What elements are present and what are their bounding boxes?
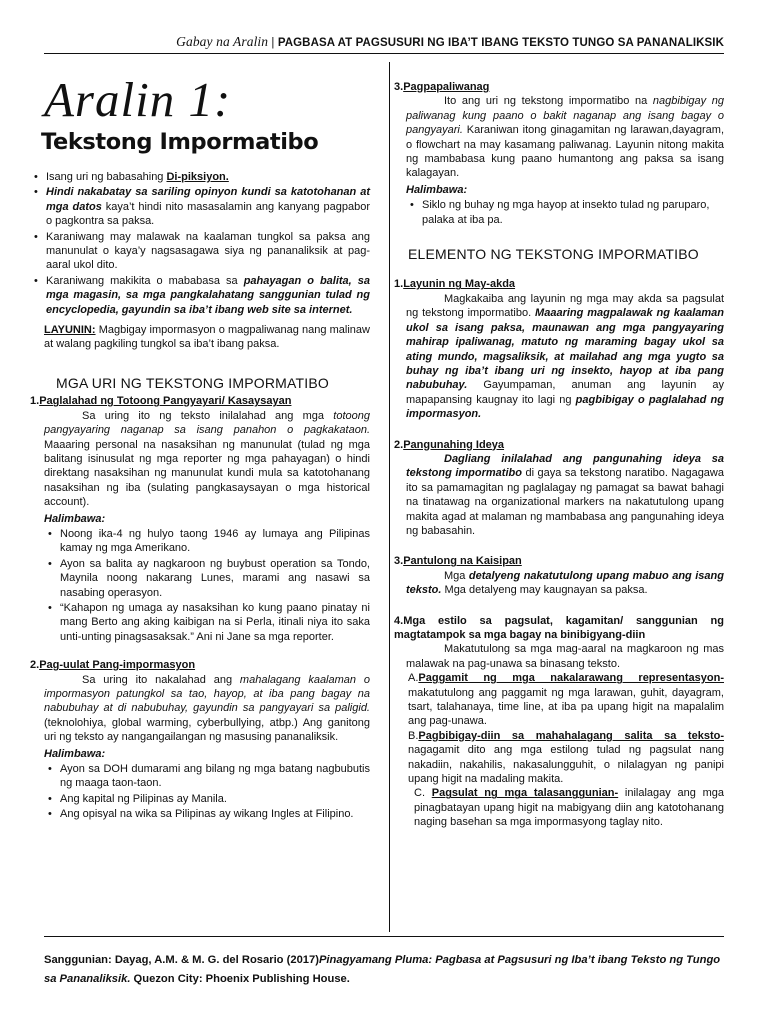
citation-publisher: Quezon City: Phoenix Publishing House. bbox=[130, 973, 350, 985]
sub-label: A. bbox=[408, 672, 419, 685]
elemento-3-title: Pantulong na Kaisipan bbox=[403, 555, 522, 568]
elemento-1-heading bbox=[394, 277, 724, 291]
para-emphasis: mahalagang kaalaman o impormasyon patungkol sa tao, hayop, at iba pang bagay na nabubuhay at di nabubuhay, gayundin sa pangyayari sa paligid. bbox=[44, 673, 370, 715]
item-number: 3. bbox=[394, 555, 404, 568]
citation-authors: Sanggunian: Dayag, A.M. & M. G. del Rosario (2017) bbox=[44, 954, 319, 966]
right-column bbox=[394, 80, 724, 830]
sub-text: nagagamit dito ang mga estilong tulad ng pagsulat nang nakadiin, nakahilis, nakasalungguhit, o nilalagyan ng panipi upang higit na madaling makita. bbox=[408, 744, 724, 786]
para-emphasis: detalyeng nakatutulong upang mabuo ang isang teksto. bbox=[406, 569, 724, 597]
list-item: • Ang opisyal na wika sa Pilipinas ay wikang Ingles at Filipino. bbox=[44, 807, 370, 821]
uri-3-paragraph bbox=[406, 94, 724, 180]
elemento-4-paragraph: Makatutulong sa mga mag-aaral na magkaroon ng mas malawak na pag-unawa sa binasang teksto. bbox=[406, 643, 724, 670]
item-number: 1. bbox=[394, 278, 404, 291]
para-emphasis: totoong pangyayaring naganap sa isang panahon o pagkakataon. bbox=[44, 409, 370, 437]
elemento-4-heading bbox=[394, 614, 724, 643]
section-heading-mga-uri: MGA URI NG TEKSTONG IMPORMATIBO bbox=[56, 374, 330, 391]
para-text: Sa uring ito ng teksto inilalahad ang mga bbox=[82, 409, 334, 422]
header-separator: | bbox=[268, 37, 278, 49]
list-item: • Ang kapital ng Pilipinas ay Manila. bbox=[44, 792, 370, 806]
lesson-topic: Tekstong Impormatibo bbox=[41, 129, 319, 155]
sub-label: B. bbox=[408, 729, 419, 742]
halimbawa-label: Halimbawa: bbox=[44, 512, 106, 525]
layunin-label: LAYUNIN: bbox=[44, 324, 96, 337]
list-item bbox=[30, 170, 370, 184]
list-item: • Ayon sa DOH dumarami ang bilang ng mga batang nagbubutis ng maaga taon-taon. bbox=[44, 762, 370, 791]
sub-title: Pagbibigay-diin sa mahahalagang salita sa teksto- bbox=[418, 729, 724, 742]
elemento-1-title: Layunin ng May-akda bbox=[403, 278, 516, 291]
para-emphasis: Maaaring magpalawak ng kaalaman ukol sa isang paksa, maunawan ang mga pangyayaring mahirap ipaliwanag, matuto ng maraming bagay ukol sa ating mundo, magsaliksik, at mailahad ang mga yugto sa buhay ng iba’t ibang uri ng insekto, hayop at iba pang nabubuhay. bbox=[406, 307, 724, 392]
para-text: di gaya sa tekstong naratibo. Nagagawa ito sa pamamagitan ng paglalagay ng pamagat sa bawat bahagi na tinatawag na organizational markers na nakatutulong upang makita agad at malaman ng mambabasa ang pangunahing ideya ng babasahin. bbox=[406, 467, 724, 537]
halimbawa-label: Halimbawa: bbox=[44, 747, 106, 760]
elemento-2-paragraph bbox=[406, 452, 724, 538]
layunin-paragraph bbox=[44, 323, 370, 352]
para-text: Magkakaiba ang layunin ng mga may akda sa pagsulat ng tekstong impormatibo. bbox=[406, 292, 724, 320]
elemento-2-heading bbox=[394, 438, 724, 452]
elemento-3-paragraph bbox=[406, 569, 724, 598]
item-number: 1. bbox=[30, 395, 40, 408]
uri-3-title: Pagpapaliwanag bbox=[403, 81, 490, 93]
uri-1-title: Paglalahad ng Totoong Pangyayari/ Kasaysayan bbox=[39, 395, 292, 408]
item-number: 3. bbox=[394, 81, 404, 93]
column-divider bbox=[389, 62, 390, 932]
uri-2-heading bbox=[30, 658, 370, 672]
footer-rule bbox=[44, 936, 724, 937]
intro-list bbox=[30, 170, 370, 317]
para-text: Mga detalyeng may kaugnayan sa paksa. bbox=[441, 584, 648, 597]
intro-emphasis: Di-piksiyon. bbox=[166, 171, 229, 183]
header-course-title: PAGBASA AT PAGSUSURI NG IBA’T IBANG TEKSTO TUNGO SA PANANALIKSIK bbox=[277, 37, 724, 49]
para-text: Ito ang uri ng tekstong impormatibo na bbox=[444, 95, 653, 108]
uri-2-examples bbox=[44, 762, 370, 822]
uri-2-paragraph bbox=[44, 673, 370, 745]
list-item: • “Kahapon ng umaga ay nasaksihan ko kung paano pinatay ni mang Berto ang aking kaibigan na si Perla, itinali niya ito saka unti-unting pinagsasaksak.” Ani ni Jane sa mga reporter. bbox=[44, 601, 370, 644]
elemento-1-paragraph bbox=[406, 292, 724, 422]
para-text: Karaniwan itong ginagamitan ng larawan,dayagram, o flowchart na may kasamang paliwanag. Layunin nitong makita ng mambabasa kung paano humantong ang paksa sa isang kalagayan. bbox=[406, 124, 724, 180]
elemento-4b bbox=[394, 729, 724, 787]
sub-title: Pagsulat ng mga talasanggunian- bbox=[431, 787, 619, 800]
lesson-title: Aralin 1: bbox=[44, 72, 232, 127]
elemento-4c bbox=[394, 786, 724, 829]
footer-citation bbox=[44, 951, 724, 989]
header-guide-title: Gabay na Aralin bbox=[176, 34, 269, 49]
item-number: 4. bbox=[394, 614, 404, 627]
para-text: Sa uring ito nakalahad ang bbox=[82, 673, 240, 686]
header-rule bbox=[44, 53, 724, 54]
list-item bbox=[30, 185, 370, 228]
sub-label: C. bbox=[414, 787, 425, 800]
sub-text: inilalagay ang mga pinagbatayan upang higit na mabigyang diin ang katotohanang naging basehan sa mga impormasyong taglay nito. bbox=[414, 787, 724, 829]
layunin-text: Magbigay impormasyon o magpaliwanag nang malinaw at walang pagkiling tungkol sa iba’t ibang paksa. bbox=[44, 324, 370, 351]
para-text: (teknolohiya, global warming, cyberbullying, atbp.) Ang ganitong uri ng teksto ay nangangailangan ng masusing pananaliksik. bbox=[44, 716, 370, 744]
uri-1-heading bbox=[30, 394, 370, 408]
intro-emphasis: pahayagan o balita, sa mga magasin, sa mga pangkalahatang sanggunian tulad ng encyclopedia, gayundin sa iba’t ibang web site sa internet. bbox=[46, 274, 371, 316]
elemento-4-title: Mga estilo sa pagsulat, kagamitan/ sanggunian ng magtatampok sa mga bagay na binibigyang-diin bbox=[394, 614, 724, 641]
intro-text: Karaniwang makikita o mababasa sa bbox=[46, 274, 244, 287]
halimbawa-label: Halimbawa: bbox=[406, 183, 468, 196]
list-item bbox=[30, 230, 370, 273]
para-text: Mga bbox=[444, 569, 469, 582]
elemento-2-title: Pangunahing Ideya bbox=[403, 438, 505, 451]
para-text: Maaaring personal na nasaksihan ng manunulat (tulad ng mga balitang isinusulat ng mga reporter ng mga pahayagan) o hindi direktang nasaksihan ng manunulat kundi mula sa katotohanang nasaksihan ng iba (sulating pangkasaysayan o mga historical account). bbox=[44, 438, 370, 509]
list-item: • Ayon sa balita ay nagkaroon ng buybust operation sa Tondo, Maynila noong nakarang Lunes, marami ang nasawi sa nasabing operasyon. bbox=[44, 557, 370, 600]
section-heading-elemento: ELEMENTO NG TEKSTONG IMPORMATIBO bbox=[408, 246, 699, 263]
para-text: Gayumpaman, anuman ang layunin ay mapapansing kaugnay ito lagi ng bbox=[406, 379, 724, 406]
para-emphasis: Dagliang inilalahad ang pangunahing ideya sa tekstong impormatibo bbox=[406, 452, 724, 480]
para-emphasis: pagbibigay o paglalahad ng impormasyon. bbox=[406, 393, 724, 421]
sub-text: makatutulong ang paggamit ng mga larawan, guhit, dayagram, tsart, talahanaya, time line, at iba pa upang higit na mapalalim ang pag-unawa. bbox=[408, 686, 724, 728]
intro-text: kaya’t hindi nito masasalamin ang kanyang pagpabor o pagkontra sa paksa. bbox=[46, 200, 370, 228]
uri-1-paragraph bbox=[44, 409, 370, 510]
page-header bbox=[44, 34, 724, 50]
para-emphasis: nagbibigay ng paliwanag kung paano o bakit naganap ang isang bagay o pangyayari. bbox=[406, 95, 724, 137]
list-item bbox=[30, 274, 370, 317]
left-column bbox=[30, 70, 370, 823]
uri-1-examples bbox=[44, 527, 370, 644]
elemento-3-heading bbox=[394, 554, 724, 568]
intro-emphasis: Hindi nakabatay sa sariling opinyon kundi sa katotohanan at mga datos bbox=[46, 186, 370, 213]
intro-text: Isang uri ng babasahing bbox=[46, 171, 167, 183]
item-number: 2. bbox=[394, 438, 404, 451]
uri-3-heading bbox=[394, 80, 724, 94]
item-number: 2. bbox=[30, 659, 40, 672]
uri-2-title: Pag-uulat Pang-impormasyon bbox=[39, 659, 196, 672]
uri-3-examples bbox=[406, 198, 724, 227]
elemento-4a bbox=[394, 671, 724, 729]
list-item: • Noong ika-4 ng hulyo taong 1946 ay lumaya ang Pilipinas kamay ng mga Amerikano. bbox=[44, 527, 370, 556]
intro-text: Karaniwang may malawak na kaalaman tungkol sa paksa ang manunulat o kaya’y nagsasagawa siya ng pananaliksik at pag-aaral ukol dito. bbox=[46, 230, 370, 272]
citation-title: Pinagyamang Pluma: Pagbasa at Pagsusuri ng Iba’t ibang Teksto ng Tungo sa Pananaliksik. bbox=[44, 954, 721, 985]
sub-title: Paggamit ng mga nakalarawang representasyon- bbox=[418, 672, 724, 685]
list-item: • Siklo ng buhay ng mga hayop at insekto tulad ng paruparo, palaka at iba pa. bbox=[406, 198, 724, 227]
